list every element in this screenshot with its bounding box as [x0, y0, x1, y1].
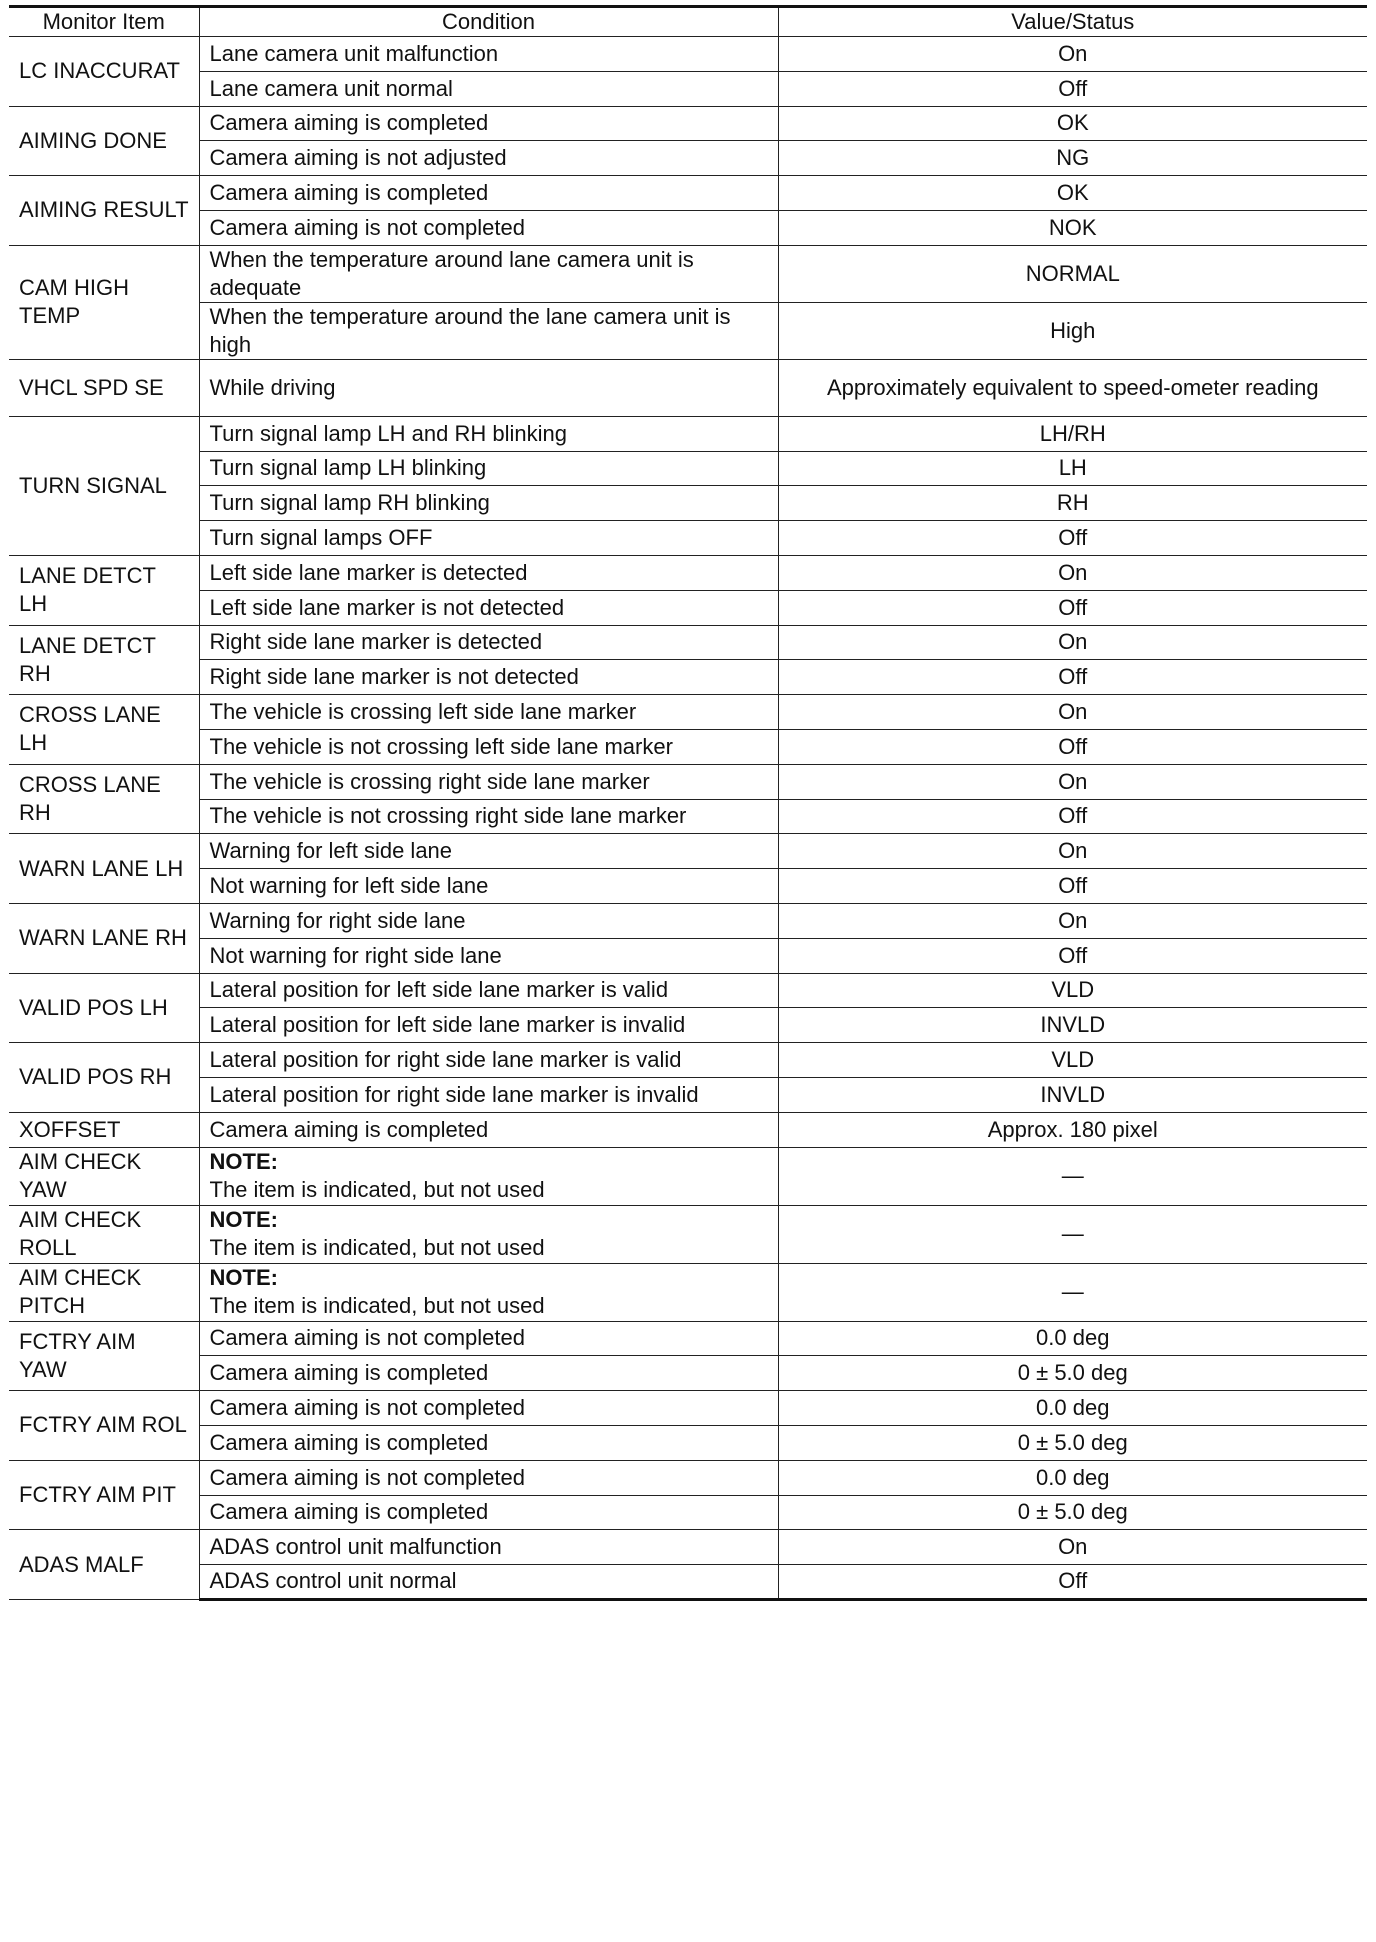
table-row	[9, 834, 1367, 869]
value-status-cell: INVLD	[778, 1008, 1367, 1043]
table-row	[9, 1112, 1367, 1147]
condition-cell: Right side lane marker is detected	[199, 625, 778, 660]
condition-cell: Camera aiming is not completed	[199, 1321, 778, 1356]
table-row	[9, 973, 1367, 1008]
condition-cell: Warning for left side lane	[199, 834, 778, 869]
condition-cell: Lane camera unit normal	[199, 71, 778, 106]
value-status-cell: High	[778, 302, 1367, 359]
value-status-cell: —	[778, 1205, 1367, 1263]
table-row	[9, 359, 1367, 416]
condition-cell: Left side lane marker is not detected	[199, 590, 778, 625]
value-status-cell: Off	[778, 71, 1367, 106]
condition-cell: Camera aiming is completed	[199, 176, 778, 211]
value-status-cell: Off	[778, 590, 1367, 625]
monitor-item-cell: VALID POS RH	[9, 1043, 199, 1113]
table-row	[9, 1147, 1367, 1205]
value-status-cell: NORMAL	[778, 245, 1367, 302]
value-status-cell: OK	[778, 106, 1367, 141]
condition-cell: Right side lane marker is not detected	[199, 660, 778, 695]
table-row	[9, 869, 1367, 904]
value-status-cell: NG	[778, 141, 1367, 176]
monitor-item-cell: FCTRY AIM YAW	[9, 1321, 199, 1391]
condition-cell: ADAS control unit normal	[199, 1565, 778, 1600]
value-status-cell: Off	[778, 729, 1367, 764]
value-status-cell: On	[778, 1530, 1367, 1565]
condition-cell: Camera aiming is not completed	[199, 210, 778, 245]
value-status-cell: 0.0 deg	[778, 1391, 1367, 1426]
condition-cell	[199, 1263, 778, 1321]
note-text: The item is indicated, but not used	[209, 1177, 545, 1203]
table-row	[9, 416, 1367, 451]
value-status-cell: Off	[778, 521, 1367, 556]
condition-cell: Left side lane marker is detected	[199, 555, 778, 590]
value-status-cell: RH	[778, 486, 1367, 521]
table-row	[9, 1321, 1367, 1356]
monitor-item-table	[9, 5, 1367, 1601]
header-condition: Condition	[199, 7, 778, 37]
monitor-item-cell: CAM HIGH TEMP	[9, 245, 199, 359]
table-row	[9, 141, 1367, 176]
value-status-cell: Approximately equivalent to speed-ometer reading	[778, 359, 1367, 416]
value-status-cell: NOK	[778, 210, 1367, 245]
condition-cell: Camera aiming is completed	[199, 1112, 778, 1147]
table-row	[9, 1425, 1367, 1460]
table-row	[9, 71, 1367, 106]
condition-cell: Turn signal lamp LH and RH blinking	[199, 416, 778, 451]
table-row	[9, 590, 1367, 625]
condition-cell: Turn signal lamp RH blinking	[199, 486, 778, 521]
value-status-cell: 0 ± 5.0 deg	[778, 1425, 1367, 1460]
condition-cell	[199, 1147, 778, 1205]
value-status-cell: OK	[778, 176, 1367, 211]
table-row	[9, 37, 1367, 72]
condition-cell: Camera aiming is not completed	[199, 1391, 778, 1426]
value-status-cell: Off	[778, 660, 1367, 695]
table-row	[9, 625, 1367, 660]
condition-cell: Lateral position for left side lane marker is valid	[199, 973, 778, 1008]
table-row	[9, 1008, 1367, 1043]
condition-cell: Lateral position for right side lane marker is valid	[199, 1043, 778, 1078]
condition-cell: The vehicle is not crossing left side lane marker	[199, 729, 778, 764]
condition-cell: ADAS control unit malfunction	[199, 1530, 778, 1565]
value-status-cell: LH	[778, 451, 1367, 486]
value-status-cell: Off	[778, 799, 1367, 834]
monitor-item-cell: LANE DETCT RH	[9, 625, 199, 695]
monitor-item-cell: WARN LANE RH	[9, 903, 199, 973]
value-status-cell: On	[778, 37, 1367, 72]
value-status-cell: 0.0 deg	[778, 1460, 1367, 1495]
value-status-cell: On	[778, 764, 1367, 799]
condition-cell: Warning for right side lane	[199, 903, 778, 938]
monitor-item-cell: VHCL SPD SE	[9, 359, 199, 416]
value-status-cell: LH/RH	[778, 416, 1367, 451]
monitor-item-cell: AIM CHECK PITCH	[9, 1263, 199, 1321]
table-row	[9, 302, 1367, 359]
header-monitor-item: Monitor Item	[9, 7, 199, 37]
value-status-cell: Off	[778, 1565, 1367, 1600]
value-status-cell: 0.0 deg	[778, 1321, 1367, 1356]
table-body	[9, 37, 1367, 1600]
table-row	[9, 1391, 1367, 1426]
monitor-item-cell: AIMING DONE	[9, 106, 199, 176]
table-row	[9, 1460, 1367, 1495]
condition-cell	[199, 1205, 778, 1263]
header-row	[9, 7, 1367, 37]
table-row	[9, 1565, 1367, 1600]
condition-cell: The vehicle is crossing left side lane marker	[199, 695, 778, 730]
note-text: The item is indicated, but not used	[209, 1235, 545, 1261]
table-row	[9, 245, 1367, 302]
condition-cell: Not warning for right side lane	[199, 938, 778, 973]
condition-cell: Turn signal lamps OFF	[199, 521, 778, 556]
monitor-item-cell: AIM CHECK ROLL	[9, 1205, 199, 1263]
value-status-cell: On	[778, 695, 1367, 730]
note-label: NOTE:	[209, 1207, 278, 1233]
condition-cell: Camera aiming is completed	[199, 1425, 778, 1460]
condition-cell: When the temperature around the lane camera unit is high	[199, 302, 778, 359]
monitor-item-cell: VALID POS LH	[9, 973, 199, 1043]
value-status-cell: Off	[778, 869, 1367, 904]
monitor-item-cell: FCTRY AIM ROL	[9, 1391, 199, 1461]
value-status-cell: On	[778, 903, 1367, 938]
value-status-cell: Approx. 180 pixel	[778, 1112, 1367, 1147]
value-status-cell: 0 ± 5.0 deg	[778, 1356, 1367, 1391]
condition-cell: Camera aiming is completed	[199, 1356, 778, 1391]
condition-cell: Lane camera unit malfunction	[199, 37, 778, 72]
condition-cell: Camera aiming is not adjusted	[199, 141, 778, 176]
value-status-cell: VLD	[778, 973, 1367, 1008]
condition-cell: Camera aiming is completed	[199, 1495, 778, 1530]
table-row	[9, 1356, 1367, 1391]
monitor-item-cell: ADAS MALF	[9, 1530, 199, 1600]
monitor-item-cell: LC INACCURAT	[9, 37, 199, 107]
table-row	[9, 903, 1367, 938]
monitor-item-cell: AIMING RESULT	[9, 176, 199, 246]
condition-cell: Camera aiming is completed	[199, 106, 778, 141]
value-status-cell: On	[778, 625, 1367, 660]
header-value-status: Value/Status	[778, 7, 1367, 37]
table-row	[9, 451, 1367, 486]
condition-cell: The vehicle is crossing right side lane marker	[199, 764, 778, 799]
table-row	[9, 555, 1367, 590]
table-row	[9, 729, 1367, 764]
value-status-cell: On	[778, 555, 1367, 590]
table-row	[9, 938, 1367, 973]
monitor-item-cell: WARN LANE LH	[9, 834, 199, 904]
value-status-cell: 0 ± 5.0 deg	[778, 1495, 1367, 1530]
condition-cell: Not warning for left side lane	[199, 869, 778, 904]
condition-cell: When the temperature around lane camera unit is adequate	[199, 245, 778, 302]
monitor-item-cell: LANE DETCT LH	[9, 555, 199, 625]
table-row	[9, 1205, 1367, 1263]
monitor-item-cell: FCTRY AIM PIT	[9, 1460, 199, 1530]
monitor-table-container	[9, 5, 1367, 1601]
table-row	[9, 764, 1367, 799]
table-row	[9, 1495, 1367, 1530]
condition-cell: Lateral position for right side lane marker is invalid	[199, 1077, 778, 1112]
table-row	[9, 1263, 1367, 1321]
condition-cell: Camera aiming is not completed	[199, 1460, 778, 1495]
table-row	[9, 1043, 1367, 1078]
table-row	[9, 486, 1367, 521]
note-text: The item is indicated, but not used	[209, 1293, 545, 1319]
note-label: NOTE:	[209, 1149, 278, 1175]
table-row	[9, 210, 1367, 245]
value-status-cell: —	[778, 1263, 1367, 1321]
value-status-cell: On	[778, 834, 1367, 869]
table-row	[9, 1077, 1367, 1112]
condition-cell: The vehicle is not crossing right side lane marker	[199, 799, 778, 834]
condition-cell: Lateral position for left side lane marker is invalid	[199, 1008, 778, 1043]
table-row	[9, 695, 1367, 730]
value-status-cell: Off	[778, 938, 1367, 973]
condition-cell: While driving	[199, 359, 778, 416]
value-status-cell: INVLD	[778, 1077, 1367, 1112]
value-status-cell: —	[778, 1147, 1367, 1205]
monitor-item-cell: TURN SIGNAL	[9, 416, 199, 555]
condition-cell: Turn signal lamp LH blinking	[199, 451, 778, 486]
table-row	[9, 106, 1367, 141]
table-row	[9, 660, 1367, 695]
monitor-item-cell: AIM CHECK YAW	[9, 1147, 199, 1205]
monitor-item-cell: CROSS LANE RH	[9, 764, 199, 834]
value-status-cell: VLD	[778, 1043, 1367, 1078]
table-row	[9, 176, 1367, 211]
monitor-item-cell: XOFFSET	[9, 1112, 199, 1147]
table-row	[9, 799, 1367, 834]
table-row	[9, 1530, 1367, 1565]
monitor-item-cell: CROSS LANE LH	[9, 695, 199, 765]
note-label: NOTE:	[209, 1265, 278, 1291]
table-row	[9, 521, 1367, 556]
